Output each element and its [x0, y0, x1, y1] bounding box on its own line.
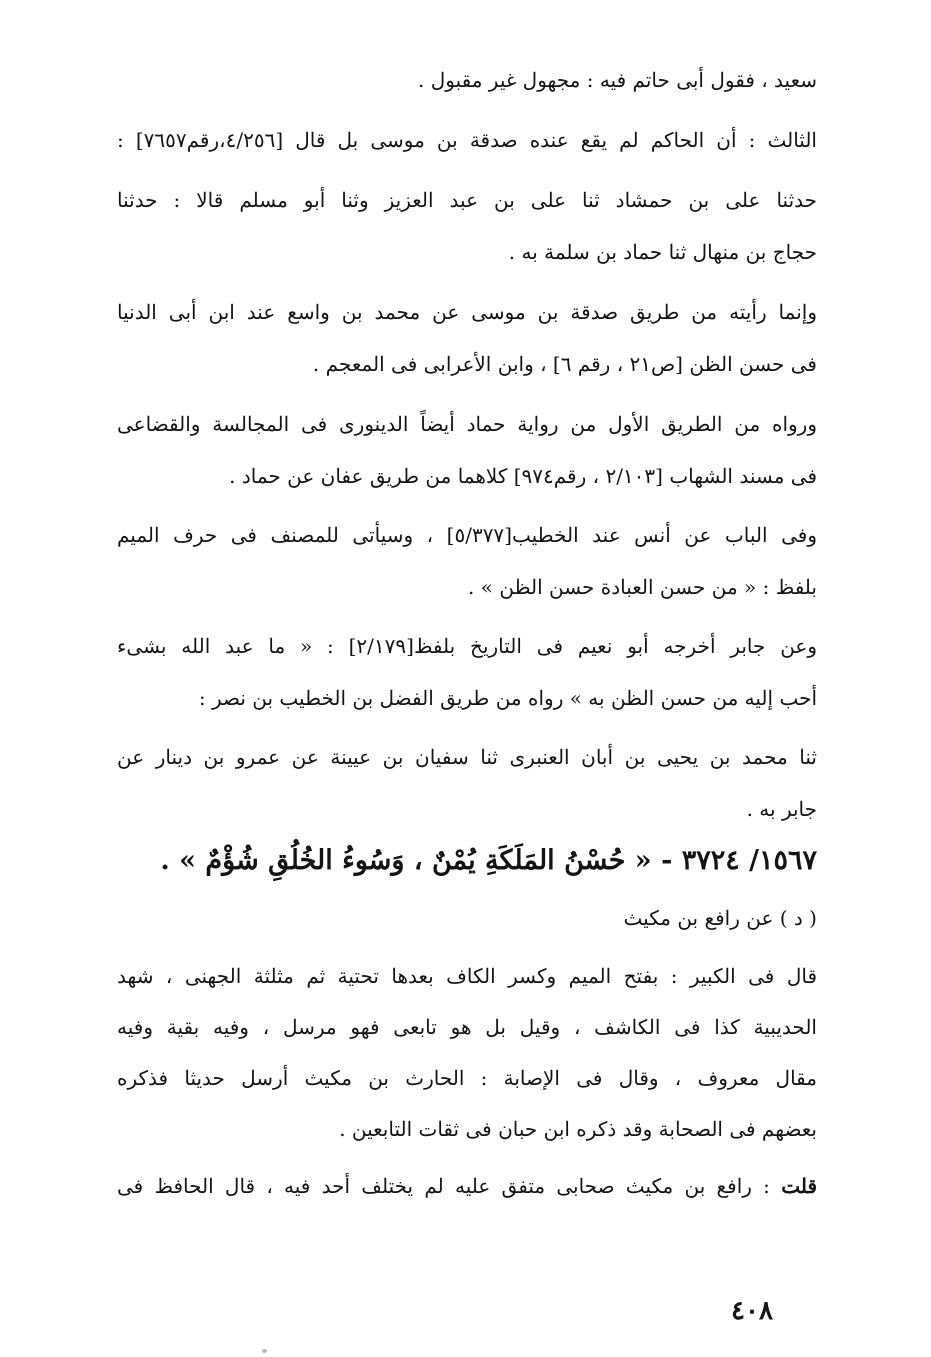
- qult-text: : رافع بن مكيث صحابى متفق عليه لم يختلف أحد فيه ، قال الحافظ فى: [117, 1174, 770, 1198]
- text-line-8: فى مسند الشهاب [٢/١٠٣ ، رقم٩٧٤] كلاهما من طريق عفان عن حماد .: [229, 464, 817, 488]
- text-line-14: جابر به .: [746, 797, 817, 821]
- text-line-2: الثالث : أن الحاكم لم يقع عنده صدقة بن موسى بل قال [٤/٢٥٦،رقم٧٦٥٧] :: [117, 128, 817, 152]
- narrator-line: ( د ) عن رافع بن مكيث: [623, 906, 817, 930]
- text-line-6: فى حسن الظن [ص٢١ ، رقم ٦] ، وابن الأعرابى فى المعجم .: [312, 352, 817, 376]
- text-line-7: ورواه من الطريق الأول من رواية حماد أيضاً الدينورى فى المجالسة والقضاعى: [117, 412, 818, 436]
- text-line-11: وعن جابر أخرجه أبو نعيم فى التاريخ بلفظ[٢/١٧٩] : « ما عبد الله بشىء: [117, 634, 818, 658]
- text-line-20: بعضهم فى الصحابة وقد ذكره ابن حبان فى ثقات التابعين .: [339, 1117, 817, 1141]
- text-line-9: وفى الباب عن أنس عند الخطيب[٥/٣٧٧] ، وسيأتى للمصنف فى حرف الميم: [117, 523, 817, 547]
- text-line-18: الحديبية كذا فى الكاشف ، وقيل بل هو تابعى فهو مرسل ، وفيه بقية وفيه: [117, 1015, 817, 1039]
- page-number: ٤٠٨: [731, 1296, 773, 1326]
- text-line-10: بلفظ : « من حسن العبادة حسن الظن » .: [468, 575, 817, 599]
- text-line-1: سعيد ، فقول أبى حاتم فيه : مجهول غير مقبول .: [417, 68, 817, 92]
- text-line-4: حجاج بن منهال ثنا حماد بن سلمة به .: [508, 240, 817, 264]
- text-line-19: مقال معروف ، وقال فى الإصابة : الحارث بن مكيث أرسل حديثا فذكره: [117, 1066, 817, 1090]
- text-line-12: أحب إليه من حسن الظن به » رواه من طريق الفضل بن الخطيب بن نصر :: [198, 686, 817, 710]
- text-line-3: حدثنا على بن حمشاد ثنا على بن عبد العزيز وثنا أبو مسلم قالا : حدثنا: [117, 188, 817, 212]
- text-line-5: وإنما رأيته من طريق صدقة بن موسى عن محمد بن واسع عند ابن أبى الدنيا: [117, 300, 817, 324]
- text-line-13: ثنا محمد بن يحيى بن أبان العنبرى ثنا سفيان بن عيينة عن عمرو بن دينار عن: [117, 745, 817, 769]
- text-line-21: [117, 1172, 817, 1200]
- text-line-17: قال فى الكبير : بفتح الميم وكسر الكاف بعدها تحتية ثم مثلثة الجهنى ، شهد: [117, 964, 817, 988]
- scan-speck: [262, 1349, 267, 1353]
- qult-label: قلت: [781, 1174, 818, 1198]
- hadith-heading: ١٥٦٧/ ٣٧٢٤ - « حُسْنُ المَلَكَةِ يُمْنٌ ، وَسُوءُ الخُلُقِ شُؤْمٌ » .: [160, 845, 817, 876]
